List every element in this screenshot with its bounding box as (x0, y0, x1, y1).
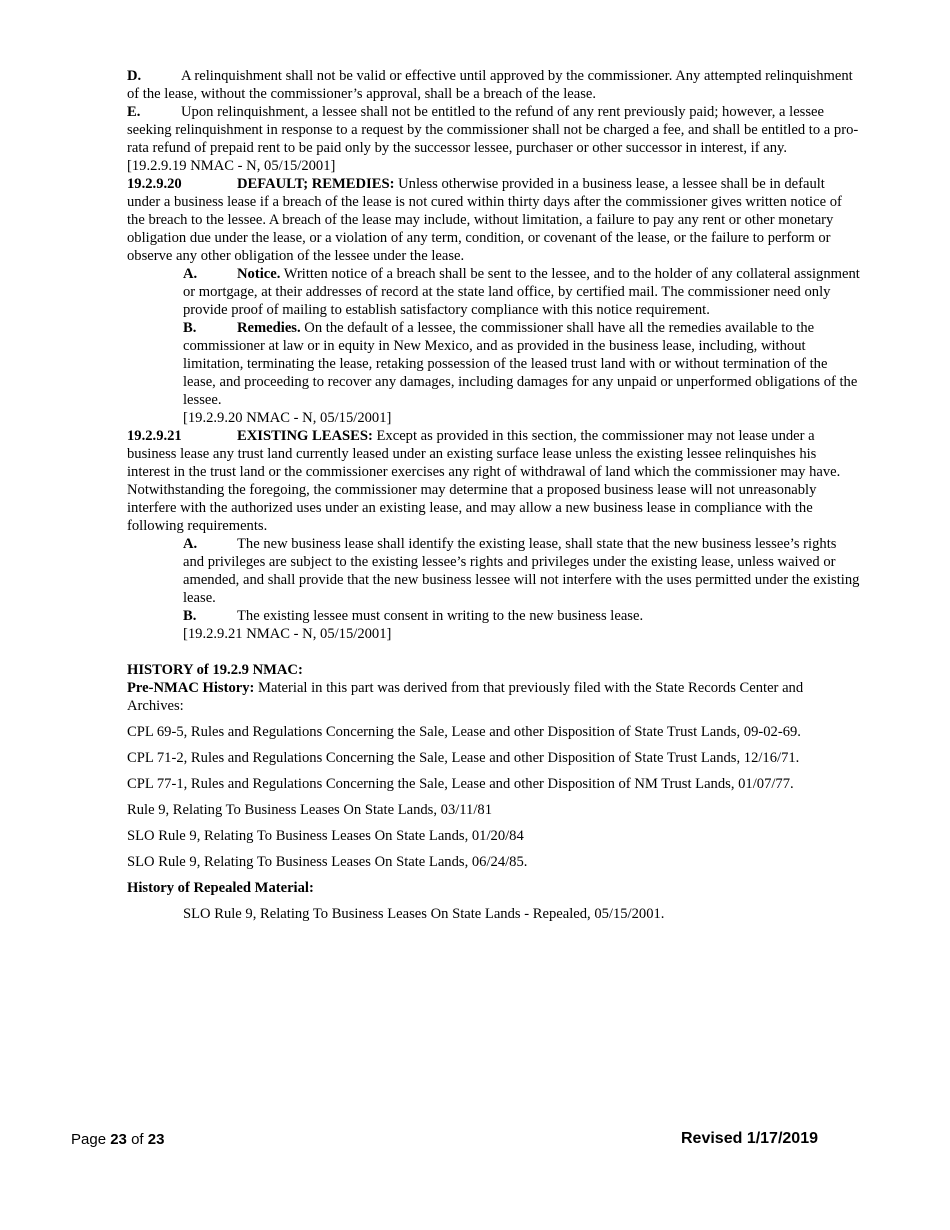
pre-nmac-text: Material in this part was derived from that previously filed with the State Records Center and Archives: (127, 680, 804, 714)
section-d-label: D. (127, 68, 142, 84)
history-item: SLO Rule 9, Relating To Business Leases On State Lands, 01/20/84 (127, 828, 524, 844)
section-21-a-label: A. (183, 536, 198, 552)
section-21-a (183, 535, 861, 607)
citation-20: [19.2.9.20 NMAC - N, 05/15/2001] (183, 410, 392, 426)
section-20-b-heading: Remedies. (237, 320, 301, 336)
history-item: CPL 69-5, Rules and Regulations Concerning the Sale, Lease and other Disposition of State Trust Lands, 09-02-69. (127, 724, 801, 740)
citation-21: [19.2.9.21 NMAC - N, 05/15/2001] (183, 626, 392, 642)
section-20-heading: DEFAULT; REMEDIES: (237, 176, 395, 192)
page-number (71, 1131, 164, 1148)
section-20-b (183, 319, 861, 409)
page-total: 23 (147, 1131, 165, 1148)
section-20-b-label: B. (183, 320, 197, 336)
section-d-text: A relinquishment shall not be valid or effective until approved by the commissioner. Any attempted relinquishment of the lease, without the commissioner’s approval, shall be a breach of the lease. (127, 68, 853, 102)
of-word: of (131, 1131, 144, 1148)
repealed-text: SLO Rule 9, Relating To Business Leases On State Lands - Repealed, 05/15/2001. (183, 906, 665, 922)
section-21-text: Except as provided in this section, the commissioner may not lease under a business lease any trust land currently leased under an existing surface lease unless the existing lessee relinquishes his interest in the trust land or the commissioner exercises any right of withdrawal of land which the commissioner may have. Notwithstanding the foregoing, the commissioner may determine that a proposed business lease will not unreasonably interfere with the authorized uses under an existing lease, and may allow a new business lease in compliance with the following requirements. (127, 428, 841, 534)
section-20-a (183, 265, 861, 319)
section-20-number: 19.2.9.20 (127, 176, 182, 192)
repealed-heading: History of Repealed Material: (127, 880, 314, 896)
page-current: 23 (110, 1131, 127, 1148)
section-21-b-label: B. (183, 608, 197, 624)
section-20-a-text: Written notice of a breach shall be sent to the lessee, and to the holder of any collateral assignment or mortgage, at their addresses of record at the state land office, by certified mail. The commissioner need only provide proof of mailing to establish satisfactory compliance with this notice requirement. (183, 266, 860, 318)
history-item: CPL 71-2, Rules and Regulations Concerning the Sale, Lease and other Disposition of State Trust Lands, 12/16/71. (127, 750, 800, 766)
section-20 (127, 175, 861, 265)
page-word: Page (71, 1131, 107, 1148)
section-d (127, 67, 861, 103)
history-item: CPL 77-1, Rules and Regulations Concerning the Sale, Lease and other Disposition of NM Trust Lands, 01/07/77. (127, 776, 794, 792)
document-body (127, 67, 861, 923)
pre-nmac-history (127, 679, 861, 715)
section-21 (127, 427, 861, 535)
section-21-number: 19.2.9.21 (127, 428, 182, 444)
section-20-a-label: A. (183, 266, 198, 282)
section-20-b-text: On the default of a lessee, the commissioner shall have all the remedies available to the commissioner at law or in equity in New Mexico, and as provided in the business lease, including, without limitation, terminating the lease, retaking possession of the leased trust land with or without termination of the lease, and proceeding to recover any damages, including damages for any unpaid or unperformed obligations of the lessee. (183, 320, 858, 408)
revised-date: Revised 1/17/2019 (681, 1130, 818, 1147)
citation-19: [19.2.9.19 NMAC - N, 05/15/2001] (127, 158, 336, 174)
section-e-text: Upon relinquishment, a lessee shall not be entitled to the refund of any rent previously paid; however, a lessee seeking relinquishment in response to a request by the commissioner shall not be charged a fee, and shall be entitled to a pro-rata refund of prepaid rent to be paid only by the successor lessee, purchaser or other successor in interest, if any. (127, 104, 859, 156)
section-20-a-heading: Notice. (237, 266, 281, 282)
section-20-text: Unless otherwise provided in a business lease, a lessee shall be in default under a business lease if a breach of the lease is not cured within thirty days after the commissioner gives written notice of the breach to the lessee. A breach of the lease may include, without limitation, a failure to pay any rent or other monetary obligation due under the lease, or a violation of any term, condition, or covenant of the lease, or the failure to perform or observe any other obligation of the lessee under the lease. (127, 176, 842, 264)
history-item: SLO Rule 9, Relating To Business Leases On State Lands, 06/24/85. (127, 854, 528, 870)
section-21-heading: EXISTING LEASES: (237, 428, 373, 444)
history-heading: HISTORY of 19.2.9 NMAC: (127, 662, 303, 678)
history-item: Rule 9, Relating To Business Leases On State Lands, 03/11/81 (127, 802, 492, 818)
section-21-b-text: The existing lessee must consent in writing to the new business lease. (237, 608, 644, 624)
section-e-label: E. (127, 104, 141, 120)
section-21-b (183, 607, 861, 625)
pre-nmac-label: Pre-NMAC History: (127, 680, 255, 696)
section-e (127, 103, 861, 157)
section-21-a-text: The new business lease shall identify the existing lease, shall state that the new business lessee’s rights and privileges are subject to the existing lessee’s rights and privileges under the existing lease, unless waived or amended, and shall provide that the new business lessee will not interfere with the uses permitted under the existing lease. (183, 536, 860, 606)
